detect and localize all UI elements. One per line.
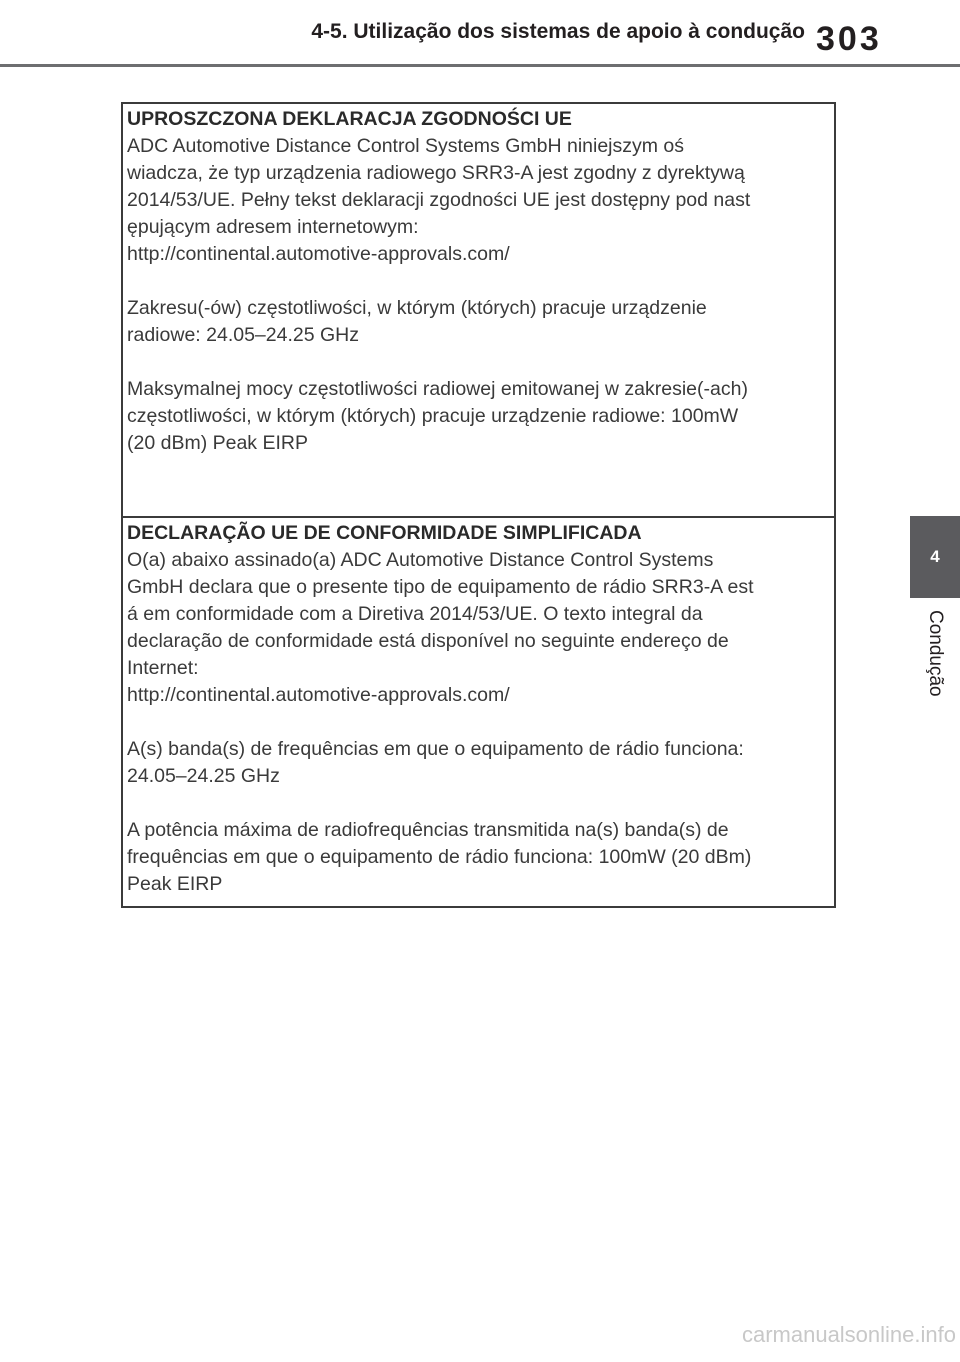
text-line: Zakresu(-ów) częstotliwości, w którym (których) pracuje urządzenie (127, 297, 707, 319)
declaration-portuguese (127, 520, 834, 904)
text-line: 2014/53/UE. Pełny tekst deklaracji zgodności UE jest dostępny pod nast (127, 189, 751, 211)
text-line: 24.05–24.25 GHz (127, 765, 280, 787)
text-line: wiadcza, że typ urządzenia radiowego SRR3-A jest zgodny z dyrektywą (127, 162, 745, 184)
declaration-body (127, 133, 834, 457)
text-line: A potência máxima de radiofrequências transmitida na(s) banda(s) de (127, 819, 729, 841)
section-title: 4-5. Utilização dos sistemas de apoio à condução (311, 20, 805, 43)
declaration-paragraph (127, 736, 834, 790)
text-line: GmbH declara que o presente tipo de equipamento de rádio SRR3-A est (127, 576, 754, 598)
text-line: declaração de conformidade está disponível no seguinte endereço de (127, 630, 729, 652)
text-line: ępującym adresem internetowym: (127, 216, 419, 238)
text-line: radiowe: 24.05–24.25 GHz (127, 324, 359, 346)
header-divider (0, 64, 960, 67)
chapter-label: Condução (925, 610, 946, 697)
text-line: Maksymalnej mocy częstotliwości radiowej emitowanej w zakresie(-ach) (127, 378, 748, 400)
text-line: O(a) abaixo assinado(a) ADC Automotive Distance Control Systems (127, 549, 714, 571)
text-line: frequências em que o equipamento de rádio funciona: 100mW (20 dBm) (127, 846, 752, 868)
chapter-tab: 4 (910, 516, 960, 598)
url-line: http://continental.automotive-approvals.com/ (127, 684, 510, 706)
text-line: Peak EIRP (127, 873, 223, 895)
url-line: http://continental.automotive-approvals.com/ (127, 243, 510, 265)
text-line: A(s) banda(s) de frequências em que o equipamento de rádio funciona: (127, 738, 744, 760)
declaration-paragraph (127, 295, 834, 349)
watermark: carmanualsonline.info (741, 1322, 956, 1347)
text-line: ADC Automotive Distance Control Systems GmbH niniejszym oś (127, 135, 685, 157)
declaration-polish (127, 106, 834, 516)
declaration-title: DECLARAÇÃO UE DE CONFORMIDADE SIMPLIFICADA (127, 522, 642, 544)
text-line: á em conformidade com a Diretiva 2014/53/UE. O texto integral da (127, 603, 703, 625)
declaration-box (121, 102, 836, 908)
text-line: częstotliwości, w którym (których) pracuje urządzenie radiowe: 100mW (127, 405, 739, 427)
declaration-paragraph (127, 376, 834, 457)
declaration-paragraph (127, 133, 834, 268)
page-number: 303 (816, 20, 882, 58)
declaration-paragraph (127, 817, 834, 898)
text-line: (20 dBm) Peak EIRP (127, 432, 308, 454)
declaration-title: UPROSZCZONA DEKLARACJA ZGODNOŚCI UE (127, 108, 572, 130)
declaration-paragraph (127, 547, 834, 709)
text-line: Internet: (127, 657, 199, 679)
declaration-body (127, 547, 834, 898)
section-divider (123, 516, 834, 518)
